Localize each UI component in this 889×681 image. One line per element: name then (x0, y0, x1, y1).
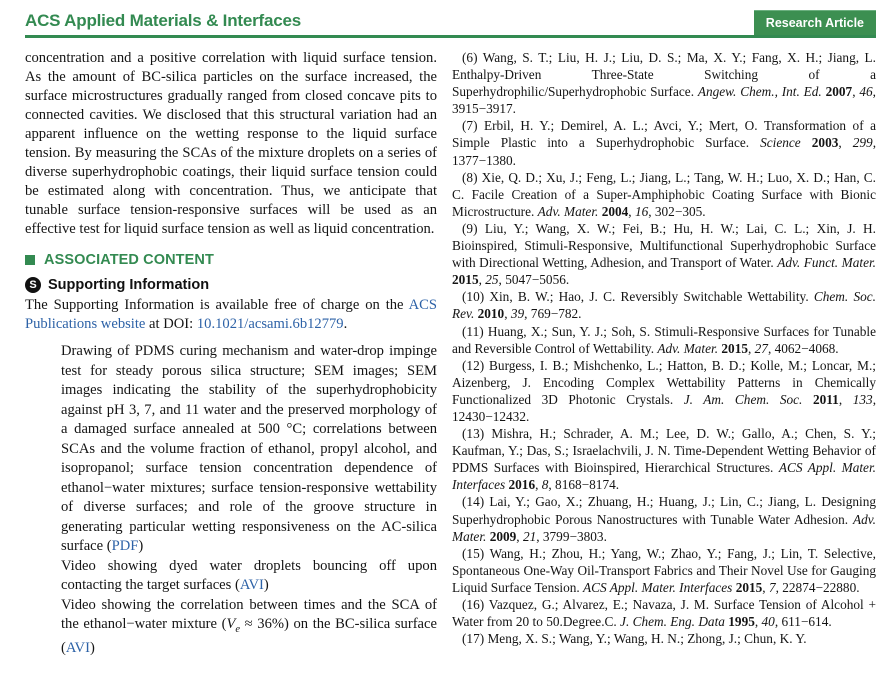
text-segment: 2004 (601, 203, 629, 219)
text-segment: 2016 (508, 477, 536, 493)
supporting-info-item (61, 596, 437, 659)
page-header (25, 10, 876, 38)
reference-item (452, 323, 876, 357)
text-segment: J. Am. Chem. Soc. (683, 391, 803, 407)
text-segment: (7) Erbil, H. Y.; Demirel, A. L.; Avci, Y.; Mert, O. Transformation of a Simple Plastic into a Superhydrophobic Surface. (452, 118, 876, 151)
reference-item (452, 288, 876, 322)
text-segment: J. Chem. Eng. Data (620, 614, 725, 630)
text-segment: 16 (634, 203, 649, 219)
text-segment: Adv. Funct. Mater. (777, 255, 876, 271)
text-segment: Science (760, 135, 801, 151)
article-type-badge: Research Article (754, 10, 876, 35)
text-segment: 2015 (721, 340, 748, 356)
supporting-information-heading (25, 277, 437, 293)
text-segment: , (628, 203, 635, 219)
reference-item (452, 169, 876, 220)
text-segment: ) (89, 640, 95, 657)
text-segment: 299 (852, 135, 873, 151)
text-segment: e (235, 623, 241, 635)
text-segment: 40 (761, 614, 775, 630)
text-segment: Adv. Mater. (537, 203, 599, 219)
section-heading-label: ASSOCIATED CONTENT (44, 252, 214, 268)
text-segment: , (747, 340, 755, 356)
text-segment: , 1377−1380. (452, 135, 877, 168)
left-column (25, 49, 437, 659)
text-segment: 2009 (489, 528, 517, 544)
text-segment: (9) Liu, Y.; Wang, X. W.; Fei, B.; Hu, H. W.; Lai, C. L.; Xin, J. H. Bioinspired, Stimuli-Responsive, Multifunctional Superhydrophobic Surface with Directional Wetting, Adhesion, and Transport of Water. (452, 220, 876, 271)
text-segment: at DOI: (145, 316, 197, 332)
text-segment: , 611−614. (774, 614, 832, 630)
text-segment: (11) Huang, X.; Sun, Y. J.; Soh, S. Stimuli-Responsive Surfaces for Tunable and Reversible Control of Wettability. (452, 323, 876, 356)
s-circle-icon: S (25, 277, 41, 293)
reference-item (452, 357, 876, 425)
text-segment: 39 (510, 306, 525, 322)
text-segment: Angew. Chem., Int. Ed. (697, 84, 822, 100)
text-segment (801, 135, 812, 150)
avi-link-2[interactable]: AVI (65, 640, 90, 657)
text-segment: V (226, 616, 236, 632)
text-segment: (15) Wang, H.; Zhou, H.; Yang, W.; Zhao, Y.; Fang, J.; Lin, T. Selective, Spontaneous One-Way Oil-Transport Fabrics and Their Novel Use for Gauging Liquid Surface Tension. (452, 545, 876, 595)
text-segment: , 3799−3803. (536, 528, 607, 544)
text-segment: 2003 (811, 135, 839, 151)
reference-item (452, 545, 876, 596)
text-segment: 2007 (825, 84, 853, 100)
text-segment: 2010 (477, 306, 505, 322)
body-paragraph: concentration and a positive correlation with liquid surface tension. As the amount of BC-silica particles on the surface increased, the surface microstructures gradually ranged from closed concave pits to connected cavities. We disclosed that this structural variation had an apparent influence on the wetting response to the liquid surface tension. By measuring the SCAs of the mixture droplets on a series of diverse superhydrophobic coatings, their liquid surface tension could be estimated along with concentration. Thus, we anticipate that tunable surface tension-responsive surfaces will be used as an effective test for liquid surface tension as well as liquid concentration. (25, 50, 437, 237)
text-segment: Adv. Mater. (657, 340, 719, 356)
text-segment: , (762, 579, 769, 595)
text-segment: ) (263, 577, 269, 593)
text-segment: 8 (541, 477, 549, 493)
text-segment: , (478, 272, 486, 288)
text-segment: , 4062−4068. (767, 340, 839, 356)
text-segment: , 22874−22880. (775, 579, 860, 595)
text-segment: , 12430−12432. (452, 391, 877, 424)
text-segment: 2011 (812, 391, 839, 407)
text-segment: , (838, 135, 853, 151)
supporting-information-label: Supporting Information (48, 277, 210, 293)
text-segment: 1995 (728, 614, 755, 630)
text-segment: (13) Mishra, H.; Schrader, A. M.; Lee, D. W.; Gallo, A.; Chen, S. Y.; Kaufman, Y.; Das, S.; Israelachvili, J. N. Time-Dependent Wetting Behavior of PDMS Surfaces with Bioinspired, Hierarchical Structures. (452, 426, 876, 476)
text-segment: , 5047−5056. (498, 272, 570, 288)
text-segment: , 3915−3917. (452, 84, 876, 117)
avi-link-1[interactable]: AVI (239, 577, 264, 593)
text-segment: Drawing of PDMS curing mechanism and water-drop impinge test for steady porous silica structure; SEM images; SEM images indicating the stability of the superhydrophobicity against pH 3, 7, and 11 water and the preserved morphology of a damaged surface annealed at 500 °C; correlations between SCAs and the volume fraction of ethanol, propyl alcohol, and isopropanol; surface tension concentration dependence of ethanol−water mixtures; surface tension-responsive wettability of diverse surfaces; and role of the groove structure in generating particular wetting responsiveness on the AC-silica surface ( (61, 343, 437, 554)
text-segment: , (754, 614, 762, 630)
text-segment: Video showing dyed water droplets bouncing off upon contacting the target surfaces ( (61, 557, 437, 593)
supporting-info-item (61, 342, 437, 557)
text-segment: 46 (859, 84, 873, 100)
text-segment: 25 (485, 272, 499, 288)
text-segment: Video showing the correlation between times and the SCA of the ethanol−water mixture ( (61, 596, 437, 632)
text-segment: , (852, 84, 860, 100)
text-segment: (17) Meng, X. S.; Wang, Y.; Wang, H. N.; Zhong, J.; Chun, K. Y. (462, 631, 807, 647)
text-segment: ACS Appl. Mater. Interfaces (583, 579, 733, 595)
text-segment: 133 (852, 391, 873, 407)
reference-item (452, 49, 876, 117)
text-segment: 27 (754, 340, 768, 356)
text-segment: 21 (522, 528, 537, 544)
pdf-link[interactable]: PDF (111, 538, 139, 554)
text-segment: , (535, 477, 542, 493)
references-list (452, 49, 876, 659)
supporting-info-availability-paragraph (25, 296, 437, 334)
text-segment: , 769−782. (524, 306, 582, 322)
text-segment: (14) Lai, Y.; Gao, X.; Zhuang, H.; Huang, J.; Lin, C.; Jiang, L. Designing Superhydrophobic Porous Nanostructures with Tunable Water Adhesion. (452, 494, 876, 527)
section-square-bullet-icon (25, 255, 35, 265)
reference-item (452, 630, 876, 647)
text-segment (802, 392, 813, 407)
text-segment: Adv. Mater. (452, 511, 876, 544)
text-segment: (8) Xie, Q. D.; Xu, J.; Feng, L.; Jiang, L.; Tang, W. H.; Luo, X. D.; Han, C. C. Facile Creation of a Super-Amphiphobic Coating Surface with Bionic Microstructure. (452, 169, 876, 219)
reference-item (452, 425, 876, 493)
journal-title: ACS Applied Materials & Interfaces (25, 11, 301, 30)
supporting-info-item (61, 557, 437, 596)
text-segment: ≈ 36%) on the BC-silica surface ( (61, 616, 437, 657)
reference-item (452, 117, 876, 168)
text-segment: . (343, 316, 348, 332)
text-segment: 2015 (452, 272, 479, 288)
text-segment: ACS Appl. Mater. Interfaces (452, 460, 876, 493)
text-segment: (16) Vazquez, G.; Alvarez, E.; Navaza, J. M. Surface Tension of Alcohol + Water from 20 to 50.Degree.C. (452, 597, 876, 630)
text-segment: ) (138, 538, 144, 554)
text-segment: (12) Burgess, I. B.; Mishchenko, L.; Hatton, B. D.; Kolle, M.; Loncar, M.; Aizenberg, J. Encoding Complex Wettability Patterns in Chemically Functionalized 3D Photonic Crystals. (452, 357, 876, 407)
text-segment: , (516, 528, 523, 544)
reference-item (452, 220, 876, 288)
text-segment: , 8168−8174. (548, 477, 620, 493)
text-segment: Chem. Soc. Rev. (452, 289, 876, 322)
acs-publications-website-link[interactable]: ACS Publications website (25, 297, 437, 332)
text-segment: The Supporting Information is available free of charge on the (25, 297, 409, 313)
two-column-body (25, 49, 876, 659)
text-segment: , (504, 306, 511, 322)
doi-link[interactable]: 10.1021/acsami.6b12779 (196, 316, 344, 332)
text-segment: (10) Xin, B. W.; Hao, J. C. Reversibly Switchable Wettability. (462, 289, 814, 305)
text-segment: , 302−305. (648, 203, 706, 219)
si-items (61, 342, 437, 659)
text-segment: (6) Wang, S. T.; Liu, H. J.; Liu, D. S.; Ma, X. Y.; Fang, X. H.; Jiang, L. Enthalpy-Driven Three-State Switching of a Superhydrophilic/Superhydrophobic Surface. (452, 50, 876, 100)
text-segment: , (838, 391, 853, 407)
associated-content-heading (25, 252, 437, 268)
text-segment: 2015 (735, 579, 763, 595)
reference-item (452, 493, 876, 544)
reference-item (452, 596, 876, 630)
text-segment: 7 (768, 579, 776, 595)
